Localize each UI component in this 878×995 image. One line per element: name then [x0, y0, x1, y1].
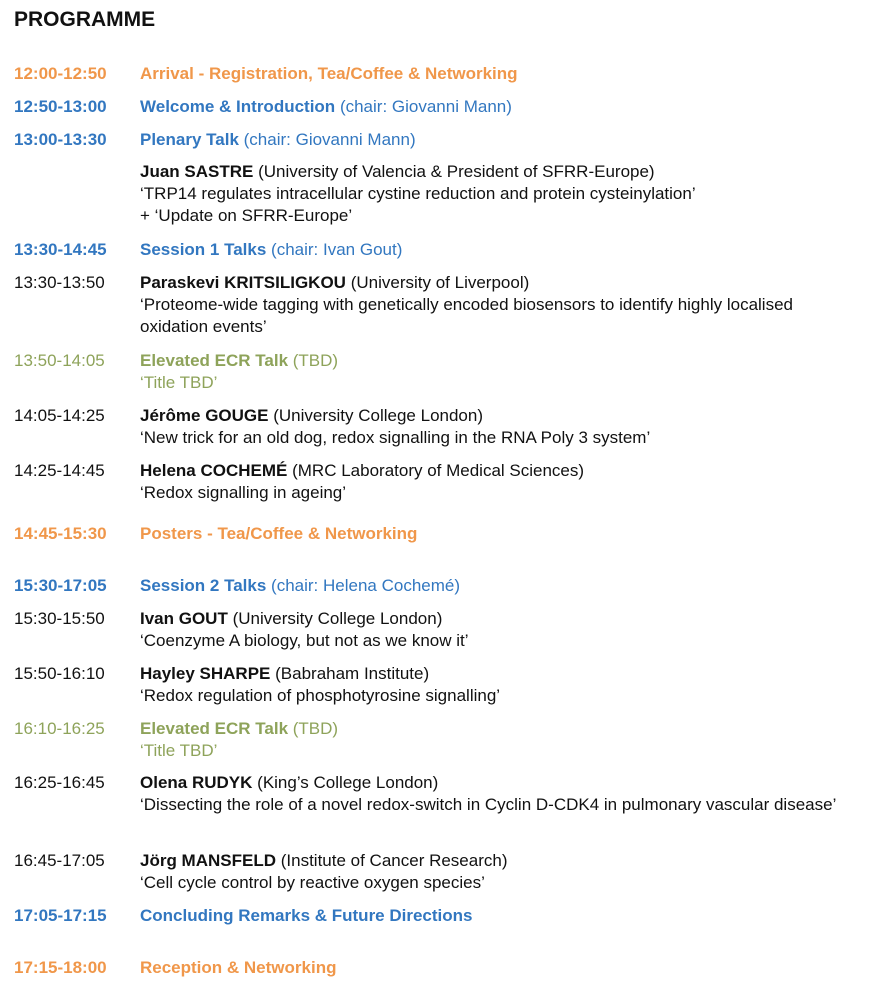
- item-title: Session 1 Talks: [140, 240, 267, 259]
- item-title: Posters - Tea/Coffee & Networking: [140, 524, 418, 543]
- time-slot: 14:05-14:25: [14, 406, 105, 425]
- item-title: Arrival - Registration, Tea/Coffee & Networking: [140, 64, 518, 83]
- time-slot: 15:50-16:10: [14, 664, 105, 683]
- time-slot: 14:25-14:45: [14, 461, 105, 480]
- time-slot: 13:30-14:45: [14, 240, 107, 259]
- tbd-note: (TBD): [292, 351, 339, 370]
- time-slot: 17:05-17:15: [14, 906, 107, 925]
- chair-note: (chair: Giovanni Mann): [339, 97, 512, 116]
- time-slot: 12:00-12:50: [14, 64, 107, 83]
- item-title: Plenary Talk: [140, 130, 239, 149]
- talk-title: ‘New trick for an old dog, redox signalling in the RNA Poly 3 system’: [140, 428, 651, 447]
- talk-title: ‘Redox signalling in ageing’: [140, 483, 347, 502]
- speaker-name: Jérôme GOUGE: [140, 406, 269, 425]
- talk-title: ‘Dissecting the role of a novel redox-switch in Cyclin D-CDK4 in pulmonary vascular disease’: [140, 795, 837, 814]
- speaker-affiliation: (University of Liverpool): [350, 273, 530, 292]
- speaker-name: Ivan GOUT: [140, 609, 228, 628]
- talk-title: ‘TRP14 regulates intracellular cystine reduction and protein cysteinylation’: [140, 184, 696, 203]
- speaker-name: Hayley SHARPE: [140, 664, 271, 683]
- speaker-affiliation: (MRC Laboratory of Medical Sciences): [292, 461, 585, 480]
- speaker-name: Paraskevi KRITSILIGKOU: [140, 273, 346, 292]
- time-slot: 16:25-16:45: [14, 773, 105, 792]
- time-slot: 13:00-13:30: [14, 130, 107, 149]
- speaker-affiliation: (King’s College London): [257, 773, 439, 792]
- talk-title: ‘Redox regulation of phosphotyrosine signalling’: [140, 686, 501, 705]
- speaker-name: Helena COCHEMÉ: [140, 461, 288, 480]
- time-slot: 13:30-13:50: [14, 273, 105, 292]
- time-slot: 15:30-17:05: [14, 576, 107, 595]
- speaker-affiliation: (University College London): [273, 406, 484, 425]
- time-slot: 13:50-14:05: [14, 351, 105, 370]
- speaker-affiliation: (University College London): [232, 609, 443, 628]
- chair-note: (chair: Helena Cochemé): [271, 576, 461, 595]
- time-slot: 14:45-15:30: [14, 524, 107, 543]
- item-title: Concluding Remarks & Future Directions: [140, 906, 473, 925]
- time-slot: 16:45-17:05: [14, 851, 105, 870]
- speaker-affiliation: (Institute of Cancer Research): [280, 851, 508, 870]
- item-title: Welcome & Introduction: [140, 97, 336, 116]
- chair-note: (chair: Ivan Gout): [271, 240, 403, 259]
- talk-title: ‘Title TBD’: [140, 741, 218, 760]
- talk-title: ‘Cell cycle control by reactive oxygen species’: [140, 873, 485, 892]
- speaker-name: Olena RUDYK: [140, 773, 253, 792]
- speaker-affiliation: (Babraham Institute): [275, 664, 430, 683]
- time-slot: 12:50-13:00: [14, 97, 107, 116]
- talk-title: ‘Proteome-wide tagging with genetically encoded biosensors to identify highly localised oxidation events’: [140, 295, 793, 336]
- time-slot: 15:30-15:50: [14, 609, 105, 628]
- item-title: Reception & Networking: [140, 958, 337, 977]
- talk-title: ‘Title TBD’: [140, 373, 218, 392]
- tbd-note: (TBD): [292, 719, 339, 738]
- talk-title: ‘Coenzyme A biology, but not as we know it’: [140, 631, 469, 650]
- item-title: Session 2 Talks: [140, 576, 267, 595]
- speaker-name: Jörg MANSFELD: [140, 851, 276, 870]
- time-slot: 17:15-18:00: [14, 958, 107, 977]
- item-title: Elevated ECR Talk: [140, 351, 289, 370]
- page-title: PROGRAMME: [14, 8, 156, 31]
- item-title: Elevated ECR Talk: [140, 719, 289, 738]
- chair-note: (chair: Giovanni Mann): [243, 130, 416, 149]
- talk-extra: + ‘Update on SFRR-Europe’: [140, 206, 353, 225]
- speaker-name: Juan SASTRE: [140, 162, 254, 181]
- speaker-affiliation: (University of Valencia & President of SFRR-Europe): [258, 162, 655, 181]
- time-slot: 16:10-16:25: [14, 719, 105, 738]
